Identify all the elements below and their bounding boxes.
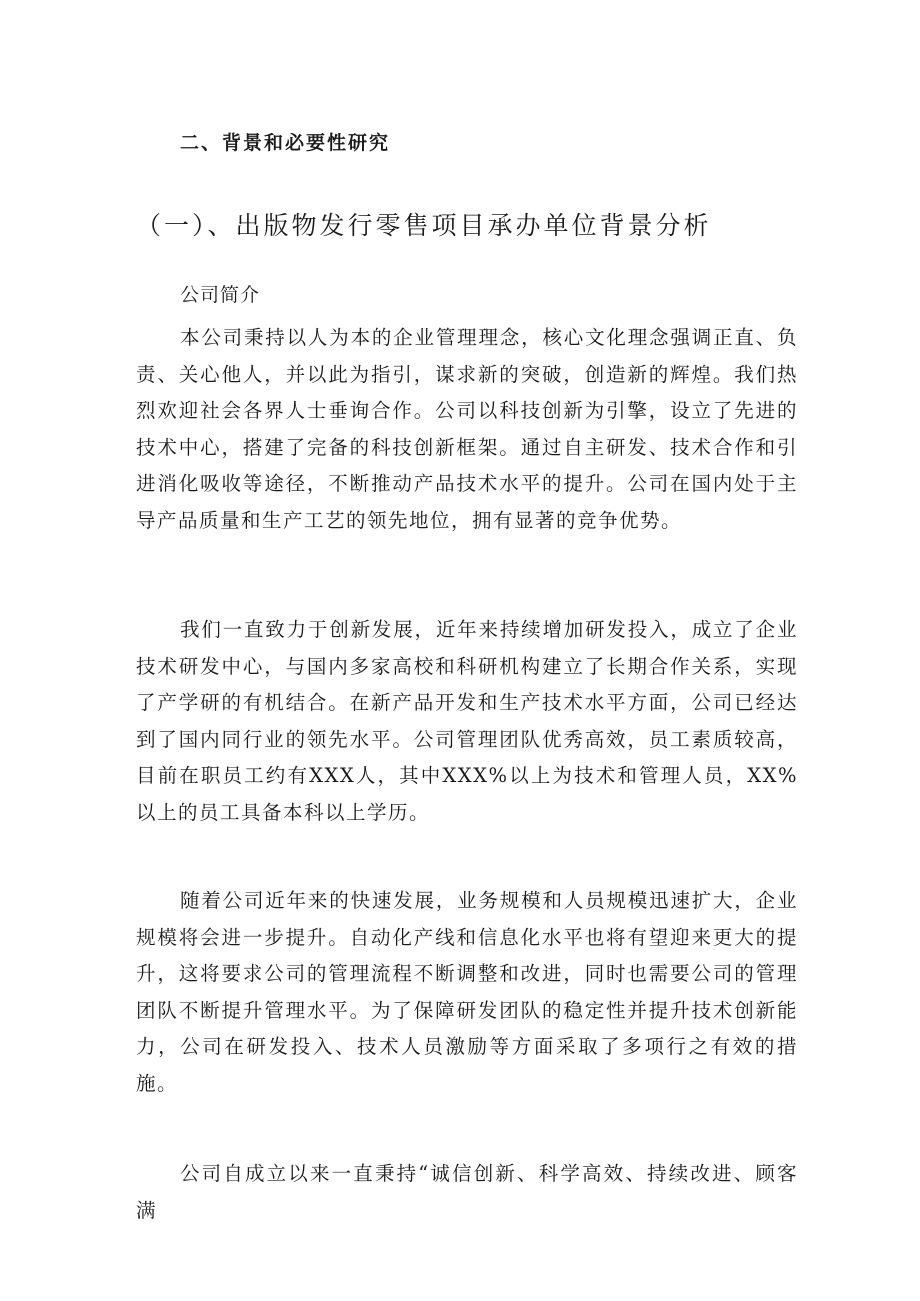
paragraph: 公司自成立以来一直秉持“诚信创新、科学高效、持续改进、顾客满: [136, 1162, 798, 1222]
sub-heading: （一）、出版物发行零售项目承办单位背景分析: [136, 211, 712, 240]
paragraph: 本公司秉持以人为本的企业管理理念，核心文化理念强调正直、负责、关心他人，并以此为指引，谋求新的突破，创造新的辉煌。我们热烈欢迎社会各界人士垂询合作。公司以科技创新为引擎，设立了先进的技术中心，搭建了完备的科技创新框架。通过自主研发、技术合作和引进消化吸收等途径，不断推动产品技术水平的提升。公司在国内处于主导产品质量和生产工艺的领先地位，拥有显著的竞争优势。: [136, 326, 798, 532]
section-heading: 二、背景和必要性研究: [180, 132, 391, 154]
paragraph: 我们一直致力于创新发展，近年来持续增加研发投入，成立了企业技术研发中心，与国内多家高校和科研机构建立了长期合作关系，实现了产学研的有机结合。在新产品开发和生产技术水平方面，公司已经达到了国内同行业的领先水平。公司管理团队优秀高效，员工素质较高，目前在职员工约有XXX人，其中XXX%以上为技术和管理人员，XX%以上的员工具备本科以上学历。: [136, 618, 798, 824]
intro-label: 公司简介: [180, 284, 261, 306]
paragraph: 随着公司近年来的快速发展，业务规模和人员规模迅速扩大，企业规模将会进一步提升。自动化产线和信息化水平也将有望迎来更大的提升，这将要求公司的管理流程不断调整和改进，同时也需要公司的管理团队不断提升管理水平。为了保障研发团队的稳定性并提升技术创新能力，公司在研发投入、技术人员激励等方面采取了多项行之有效的措施。: [136, 889, 798, 1095]
